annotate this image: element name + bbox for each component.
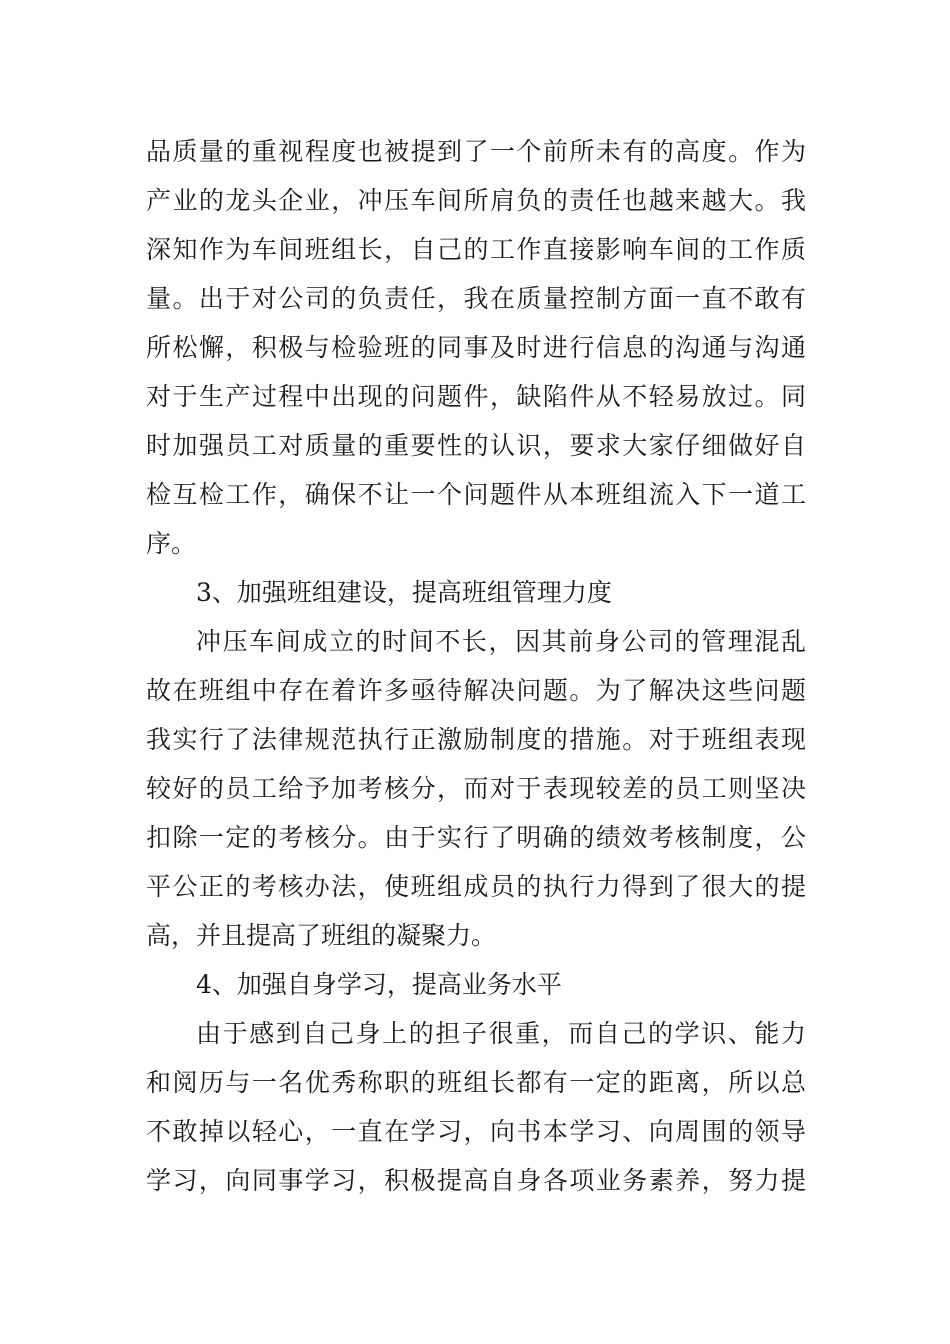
section-heading-4: 4、加强自身学习，提高业务水平 (196, 970, 562, 999)
text-line: 冲压车间成立的时间不长，因其前身公司的管理混乱 (196, 627, 806, 656)
text-line: 检互检工作，确保不让一个问题件从本班组流入下一道工 (146, 480, 806, 509)
text-line: 对于生产过程中出现的问题件，缺陷件从不轻易放过。同 (146, 382, 806, 411)
text-line: 平公正的考核办法，使班组成员的执行力得到了很大的提 (146, 872, 806, 901)
text-line: 所松懈，积极与检验班的同事及时进行信息的沟通与沟通 (146, 333, 806, 362)
text-line: 品质量的重视程度也被提到了一个前所未有的高度。作为 (146, 137, 806, 166)
text-line: 较好的员工给予加考核分，而对于表现较差的员工则坚决 (146, 774, 806, 803)
text-line: 不敢掉以轻心，一直在学习，向书本学习、向周围的领导 (146, 1117, 806, 1146)
text-line: 学习，向同事学习，积极提高自身各项业务素养，努力提 (146, 1166, 806, 1195)
text-line: 序。 (146, 529, 197, 558)
text-line: 量。出于对公司的负责任，我在质量控制方面一直不敢有 (146, 284, 806, 313)
text-line: 我实行了法律规范执行正激励制度的措施。对于班组表现 (146, 725, 806, 754)
section-heading-3: 3、加强班组建设，提高班组管理力度 (196, 578, 612, 607)
document-page (146, 127, 810, 1205)
text-line: 和阅历与一名优秀称职的班组长都有一定的距离，所以总 (146, 1068, 806, 1097)
text-line: 高，并且提高了班组的凝聚力。 (146, 921, 497, 950)
text-line: 产业的龙头企业，冲压车间所肩负的责任也越来越大。我 (146, 186, 806, 215)
text-line: 深知作为车间班组长，自己的工作直接影响车间的工作质 (146, 235, 806, 264)
text-line: 时加强员工对质量的重要性的认识，要求大家仔细做好自 (146, 431, 806, 460)
text-line: 由于感到自己身上的担子很重，而自己的学识、能力 (196, 1019, 806, 1048)
text-line: 故在班组中存在着许多亟待解决问题。为了解决这些问题 (146, 676, 806, 705)
text-line: 扣除一定的考核分。由于实行了明确的绩效考核制度，公 (146, 823, 806, 852)
